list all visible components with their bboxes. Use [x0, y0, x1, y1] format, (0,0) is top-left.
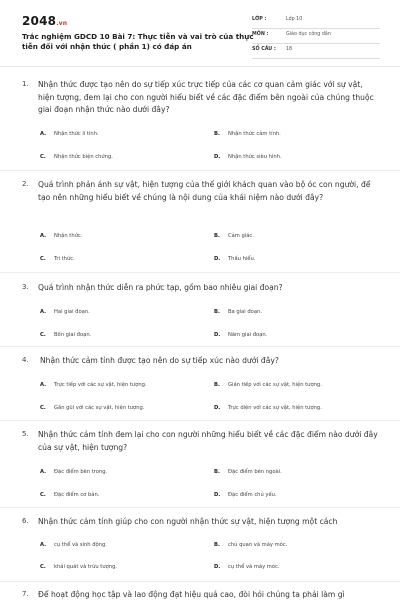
- option-c[interactable]: [40, 256, 75, 262]
- meta-label: LỚP :: [252, 17, 267, 22]
- option-c[interactable]: [40, 492, 99, 498]
- option-text: Nhận thức siêu hình.: [228, 154, 282, 160]
- option-letter: D.: [214, 332, 221, 338]
- option-letter: C.: [40, 332, 46, 338]
- question-text: Nhận thức cảm tính giúp cho con người nhận thức sự vật, hiện tượng một cách: [38, 517, 338, 526]
- option-d[interactable]: [214, 154, 282, 160]
- meta-row-subject: [252, 29, 380, 44]
- meta-value: 18: [286, 47, 293, 52]
- option-a[interactable]: [40, 542, 107, 548]
- meta-row-class: [252, 14, 380, 29]
- question-number: 4.: [22, 356, 29, 364]
- option-text: Cảm giác.: [228, 233, 254, 239]
- site-logo[interactable]: [22, 14, 67, 28]
- option-letter: B.: [214, 542, 220, 548]
- option-text: Gián tiếp với các sự vật, hiện tượng.: [228, 382, 322, 388]
- question-number: 2.: [22, 180, 29, 188]
- option-text: Trực diện với các sự vật, hiện tượng.: [228, 405, 322, 411]
- question-divider: [0, 346, 400, 347]
- option-d[interactable]: [214, 564, 280, 570]
- question-text: Nhận thức được tạo nên do sự tiếp xúc trực tiếp của các cơ quan cảm giác với sự vật, hiện tượng, đem lại cho con người hiểu biết về các đặc điểm bên ngoài của chúng thuộc giai đoạn nhận thức nào dưới đây?: [38, 80, 374, 115]
- option-letter: A.: [40, 309, 47, 315]
- option-d[interactable]: [214, 256, 255, 262]
- question-text: Quá trình nhận thức diễn ra phức tạp, gồm bao nhiêu giai đoạn?: [38, 283, 283, 292]
- meta-label: SỐ CÂU :: [252, 47, 276, 52]
- option-b[interactable]: [214, 309, 262, 315]
- option-a[interactable]: [40, 382, 147, 388]
- option-text: Hai giai đoạn.: [54, 309, 90, 315]
- page-header: [0, 0, 400, 66]
- option-a[interactable]: [40, 309, 90, 315]
- option-b[interactable]: [214, 382, 322, 388]
- question-number: 3.: [22, 283, 29, 291]
- option-text: Nhận thức biện chứng.: [54, 154, 113, 160]
- option-text: Năm giai đoạn.: [228, 332, 268, 338]
- option-text: Đặc điểm bên trong.: [54, 469, 108, 475]
- option-text: khái quát và trừu tượng.: [54, 564, 118, 570]
- option-a[interactable]: [40, 233, 82, 239]
- option-text: chủ quan và máy móc.: [228, 542, 288, 548]
- question-divider: [0, 420, 400, 421]
- header-divider: [0, 66, 400, 67]
- option-text: Đặc điểm bên ngoài.: [228, 469, 282, 475]
- logo-main: 2048: [22, 14, 57, 28]
- option-text: Bốn giai đoạn.: [54, 332, 92, 338]
- option-letter: D.: [214, 492, 221, 498]
- option-letter: A.: [40, 382, 47, 388]
- option-d[interactable]: [214, 405, 322, 411]
- option-letter: C.: [40, 154, 46, 160]
- question-text: Quá trình phản ánh sự vật, hiện tượng của thế giới khách quan vào bộ óc con người, để tạo nên những hiểu biết về chúng là nội dung của khái niệm nào dưới đây?: [38, 180, 371, 202]
- question-number: 6.: [22, 517, 29, 525]
- option-letter: D.: [214, 564, 221, 570]
- question-number: 7.: [22, 590, 29, 598]
- logo-suffix: .vn: [56, 20, 68, 27]
- option-a[interactable]: [40, 469, 107, 475]
- option-letter: D.: [214, 405, 221, 411]
- option-text: Trực tiếp với các sự vật, hiện tượng.: [54, 382, 147, 388]
- meta-label: MÔN :: [252, 32, 269, 37]
- option-d[interactable]: [214, 492, 277, 498]
- option-letter: C.: [40, 405, 46, 411]
- option-letter: A.: [40, 542, 47, 548]
- question-divider: [0, 581, 400, 582]
- option-text: Đặc điểm cơ bản.: [54, 492, 100, 498]
- meta-info: [252, 14, 380, 59]
- option-d[interactable]: [214, 332, 267, 338]
- question-divider: [0, 272, 400, 273]
- option-letter: C.: [40, 256, 46, 262]
- option-b[interactable]: [214, 131, 281, 137]
- option-letter: C.: [40, 492, 46, 498]
- option-letter: A.: [40, 469, 47, 475]
- option-c[interactable]: [40, 405, 144, 411]
- option-text: Nhận thức cảm tính.: [228, 131, 281, 137]
- meta-value: Lớp 10: [286, 17, 303, 22]
- option-b[interactable]: [214, 233, 254, 239]
- option-letter: B.: [214, 309, 220, 315]
- question-divider: [0, 170, 400, 171]
- option-text: Nhận thức lí tính.: [54, 131, 99, 137]
- option-text: Đặc điểm chủ yếu.: [228, 492, 277, 498]
- option-c[interactable]: [40, 564, 117, 570]
- option-letter: B.: [214, 382, 220, 388]
- document-title: Trắc nghiệm GDCD 10 Bài 7: Thực tiễn và vai trò của thực tiễn đối với nhận thức ( phần 1) có đáp án: [22, 32, 254, 51]
- option-letter: B.: [214, 131, 220, 137]
- option-c[interactable]: [40, 154, 113, 160]
- question-text: Nhận thức cảm tính đem lại cho con người những hiểu biết về các đặc điểm nào dưới đây của sự vật, hiện tượng?: [38, 430, 378, 452]
- option-letter: A.: [40, 131, 47, 137]
- option-text: cụ thể và máy móc.: [228, 564, 280, 570]
- question-number: 1.: [22, 80, 29, 88]
- option-text: Tri thức.: [54, 256, 75, 262]
- option-b[interactable]: [214, 469, 282, 475]
- meta-value: Giáo dục công dân: [286, 32, 331, 37]
- question-text: Để hoạt động học tập và lao động đạt hiệu quả cao, đòi hỏi chúng ta phải làm gì: [38, 590, 345, 599]
- option-letter: D.: [214, 154, 221, 160]
- option-text: Ba giai đoạn.: [228, 309, 262, 315]
- option-letter: C.: [40, 564, 46, 570]
- option-a[interactable]: [40, 131, 99, 137]
- option-text: Nhận thức.: [54, 233, 83, 239]
- option-c[interactable]: [40, 332, 91, 338]
- question-number: 5.: [22, 430, 29, 438]
- option-letter: B.: [214, 469, 220, 475]
- option-text: Thấu hiểu.: [228, 256, 256, 262]
- option-text: cụ thể và sinh động.: [54, 542, 107, 548]
- meta-row-count: [252, 44, 380, 59]
- option-letter: D.: [214, 256, 221, 262]
- question-text: Nhận thức cảm tính được tạo nên do sự tiếp xúc nào dưới đây?: [40, 356, 279, 365]
- option-letter: B.: [214, 233, 220, 239]
- option-text: Gần gũi với các sự vật, hiện tượng.: [54, 405, 145, 411]
- option-b[interactable]: [214, 542, 287, 548]
- option-letter: A.: [40, 233, 47, 239]
- question-divider: [0, 507, 400, 508]
